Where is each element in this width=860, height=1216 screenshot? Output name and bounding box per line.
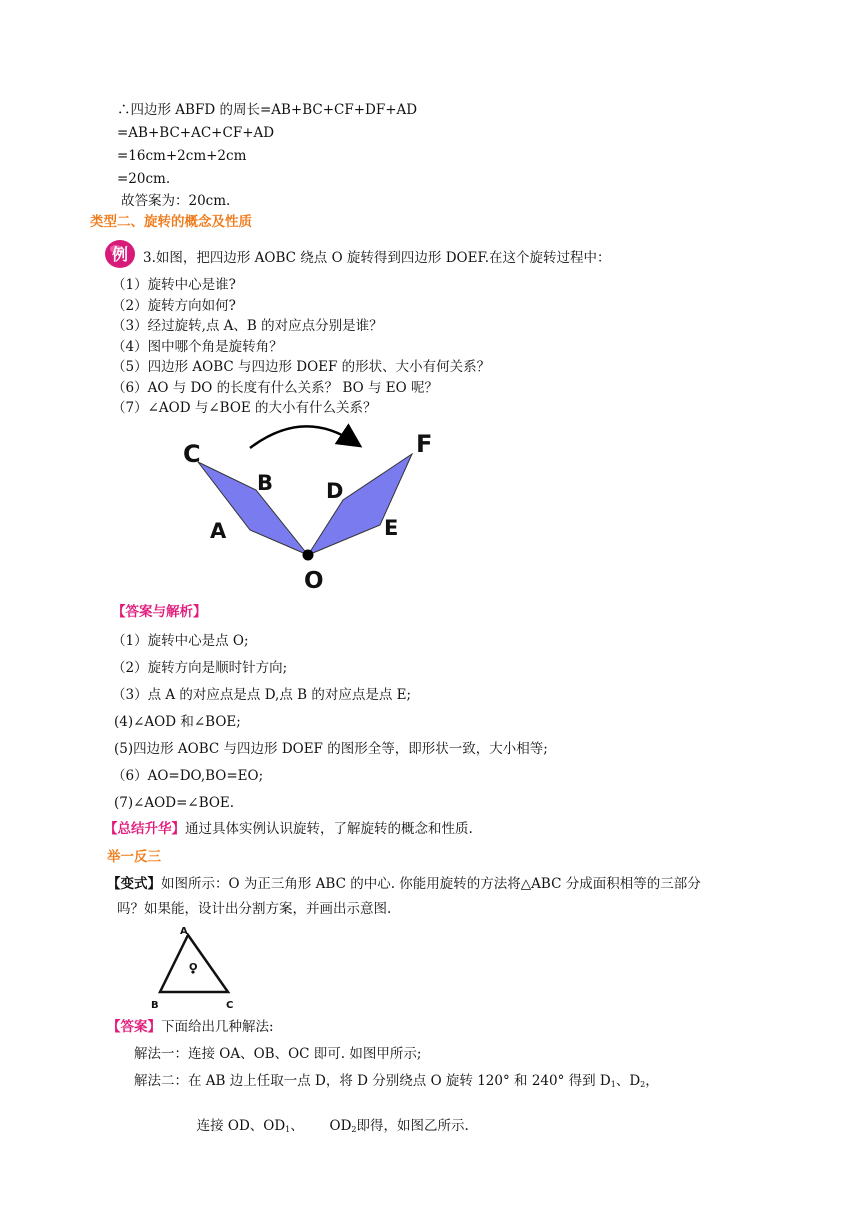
question-3: （3）经过旋转,点 A、B 的对应点分别是谁？ [112,318,383,334]
method-1: 解法一：连接 OA、OB、OC 即可. 如图甲所示; [134,1046,422,1062]
method-2-mid: 、D [615,1073,641,1089]
method-2-sub1: 1 [610,1080,616,1089]
summary [104,820,473,838]
solution-line-1: ∴四边形 ABFD 的周长=AB+BC+CF+DF+AD [117,102,418,118]
answer-line-2: （2）旋转方向是顺时针方向; [112,660,288,676]
method-3-pre: 连接 OD、OD [196,1118,286,1134]
summary-label: 【总结升华】 [104,821,185,837]
method-2-pre: 解法二：在 AB 边上任取一点 D，将 D 分别绕点 O 旋转 120° 和 240° 得到 D [134,1073,611,1089]
label-d: D [326,479,344,503]
question-7: （7）∠AOD 与∠BOE 的大小有什么关系？ [112,400,377,416]
answer-line-4: (4)∠AOD 和∠BOE; [114,714,241,730]
label-c: C [183,440,201,468]
rotation-arrow [250,426,354,448]
section-title: 类型二、旋转的概念及性质 [90,214,252,230]
question-2: （2）旋转方向如何? [112,298,236,314]
method-3-post: 即得，如图乙所示. [356,1118,469,1134]
summary-text: 通过具体实例认识旋转，了解旋转的概念和性质. [185,821,473,837]
answer-line-7: (7)∠AOD=∠BOE. [114,795,235,811]
answer-line-1: （1）旋转中心是点 O; [112,633,249,649]
rotation-figure [178,420,438,598]
answer-line-3: （3）点 A 的对应点是点 D,点 B 的对应点是点 E; [112,687,412,703]
triangle-label-c: C [226,1000,234,1011]
method-3 [188,1099,469,1139]
question-4: （4）图中哪个角是旋转角？ [112,339,283,355]
question-6: （6）AO 与 DO 的长度有什么关系？ BO 与 EO 呢？ [112,380,438,396]
solution-line-5: 故答案为：20cm. [121,193,231,209]
example-stem: 3.如图，把四边形 AOBC 绕点 O 旋转得到四边形 DOEF.在这个旋转过程中： [143,250,611,266]
variant-answer-intro: 下面给出几种解法: [161,1019,274,1035]
variant-answer-line [107,1018,274,1036]
answer-line-5: (5)四边形 AOBC 与四边形 DOEF 的图形全等，即形状一致，大小相等; [114,741,548,757]
variant-text-1: 如图所示：O 为正三角形 ABC 的中心. 你能用旋转的方法将△ABC 分成面积相等的三部分 [161,876,701,892]
method-2-sub2: 2 [640,1080,646,1089]
triangle-figure [148,920,244,1012]
label-e: E [384,516,399,540]
label-b: B [257,471,274,495]
solution-line-2: =AB+BC+AC+CF+AD [117,125,275,141]
answer-line-6: （6）AO=DO,BO=EO; [112,768,264,784]
question-1: （1）旋转中心是谁? [112,277,236,293]
method-2 [134,1072,659,1094]
variant-label: 【变式】 [107,876,161,892]
triangle-label-a: A [180,926,188,937]
example-badge-text: 例 [111,245,129,264]
example-badge-icon [103,238,139,270]
question-5: （5）四边形 AOBC 与四边形 DOEF 的形状、大小有何关系？ [112,359,491,375]
practice-title: 举一反三 [107,849,161,865]
method-3-sub2: 2 [351,1125,357,1134]
method-3-mid: 、 OD [290,1118,352,1134]
method-3-sub1: 1 [285,1125,291,1134]
solution-line-3: =16cm+2cm+2cm [117,148,247,164]
triangle-label-b: B [151,1000,159,1011]
label-o: O [304,568,324,594]
answer-title: 【答案与解析】 [112,604,207,620]
variant-answer-label: 【答案】 [107,1019,161,1035]
label-f: F [416,430,433,458]
variant-line-1 [107,875,701,893]
method-2-post: ， [645,1073,659,1089]
center-point-o [303,550,314,561]
label-a: A [210,519,227,543]
solution-line-4: =20cm. [117,171,171,187]
triangle-label-o: O [189,962,198,973]
variant-line-2: 吗？如果能，设计出分割方案，并画出示意图. [117,901,392,917]
